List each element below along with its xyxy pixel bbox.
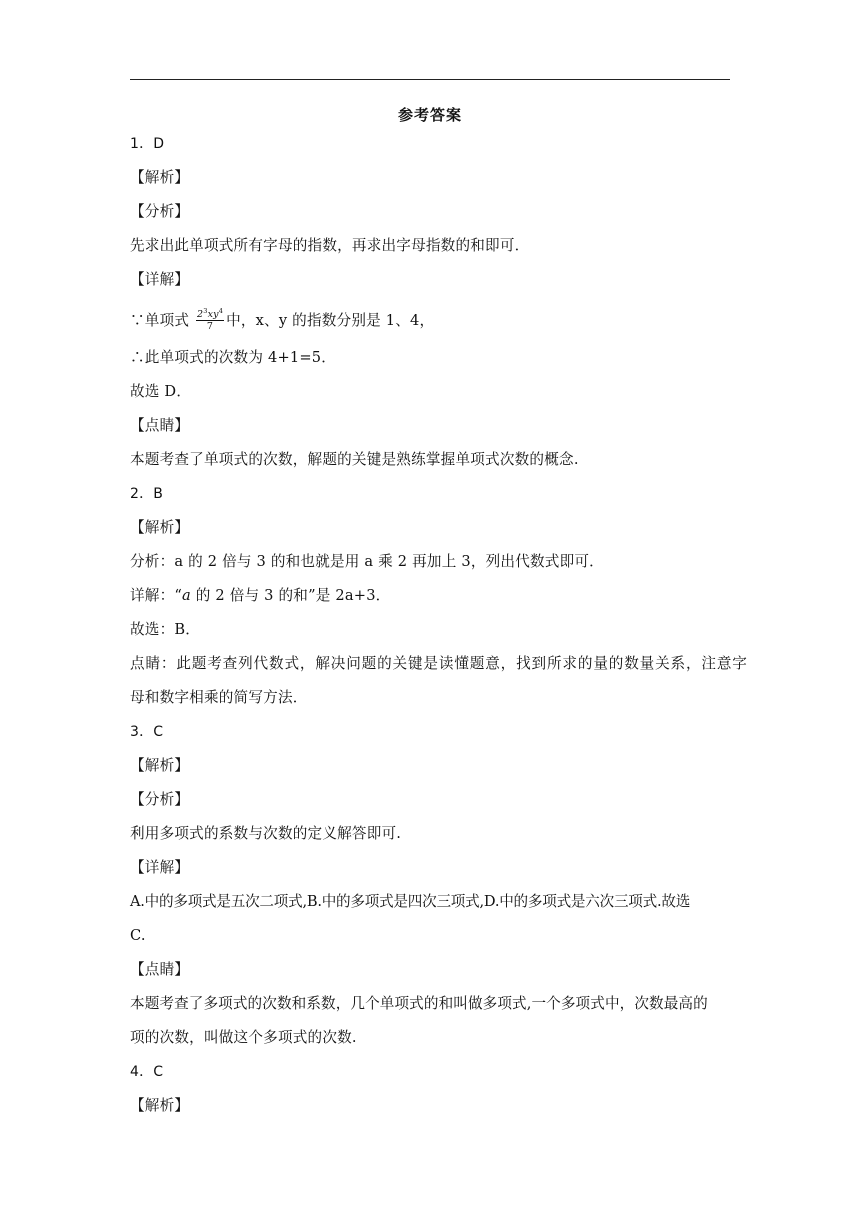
text-fragment: ∵单项式 bbox=[130, 312, 195, 330]
text-line: 故选：B． bbox=[130, 621, 201, 638]
answer-2-label: 2．B bbox=[130, 486, 164, 502]
section-jiexi: 【解析】 bbox=[130, 169, 190, 186]
text-line: 点睛：此题考查列代数式，解决问题的关键是读懂题意，找到所求的量的数量关系，注意字 bbox=[130, 655, 748, 672]
text-line: 本题考查了单项式的次数，解题的关键是熟练掌握单项式次数的概念. bbox=[130, 451, 579, 468]
text-line: 先求出此单项式所有字母的指数，再求出字母指数的和即可． bbox=[130, 237, 530, 254]
text-line: 分析：a 的 2 倍与 3 的和也就是用 a 乘 2 再加上 3，列出代数式即可． bbox=[130, 553, 604, 570]
section-jiexi: 【解析】 bbox=[130, 1097, 190, 1114]
section-xiangjie: 【详解】 bbox=[130, 859, 190, 876]
text-fragment: 中，x、y 的指数分别是 1、4， bbox=[226, 312, 435, 330]
monomial-fraction bbox=[196, 306, 224, 332]
answer-1-label: 1．D bbox=[130, 136, 165, 152]
text-line: 故选 D． bbox=[130, 383, 192, 400]
text-line-with-fraction bbox=[130, 308, 732, 334]
header-rule bbox=[130, 79, 730, 80]
text-line: 本题考查了多项式的次数和系数，几个单项式的和叫做多项式,一个多项式中，次数最高的 bbox=[130, 995, 708, 1012]
text-line: 母和数字相乘的简写方法． bbox=[130, 689, 308, 706]
variable-a: a bbox=[182, 587, 191, 604]
section-fenxi: 【分析】 bbox=[130, 791, 190, 808]
page-title: 参考答案 bbox=[397, 106, 462, 124]
section-xiangjie: 【详解】 bbox=[130, 271, 190, 288]
section-dianjing: 【点睛】 bbox=[130, 961, 190, 978]
frac-base-exp: 3 bbox=[203, 307, 208, 315]
section-fenxi: 【分析】 bbox=[130, 203, 190, 220]
text-line: 项的次数，叫做这个多项式的次数. bbox=[130, 1029, 357, 1046]
text-fragment: 的 2 倍与 3 的和”是 2a+3． bbox=[190, 587, 391, 604]
answer-4-label: 4．C bbox=[130, 1064, 164, 1080]
section-dianjing: 【点睛】 bbox=[130, 417, 190, 434]
text-line: ∴此单项式的次数为 4+1=5． bbox=[130, 349, 337, 366]
frac-var-exp: 4 bbox=[218, 307, 224, 315]
text-line: A.中的多项式是五次二项式,B.中的多项式是四次三项式,D.中的多项式是六次三项式.故选 bbox=[130, 893, 691, 910]
frac-base: 2 bbox=[197, 309, 204, 321]
text-line: 利用多项式的系数与次数的定义解答即可. bbox=[130, 825, 402, 842]
text-line bbox=[130, 586, 732, 606]
frac-vars: xy bbox=[207, 309, 219, 321]
text-fragment: 详解：“ bbox=[130, 587, 183, 604]
section-jiexi: 【解析】 bbox=[130, 757, 190, 774]
answer-3-label: 3．C bbox=[130, 724, 164, 740]
text-line: C. bbox=[130, 927, 146, 944]
frac-den: 7 bbox=[206, 321, 214, 333]
section-jiexi: 【解析】 bbox=[130, 519, 190, 536]
